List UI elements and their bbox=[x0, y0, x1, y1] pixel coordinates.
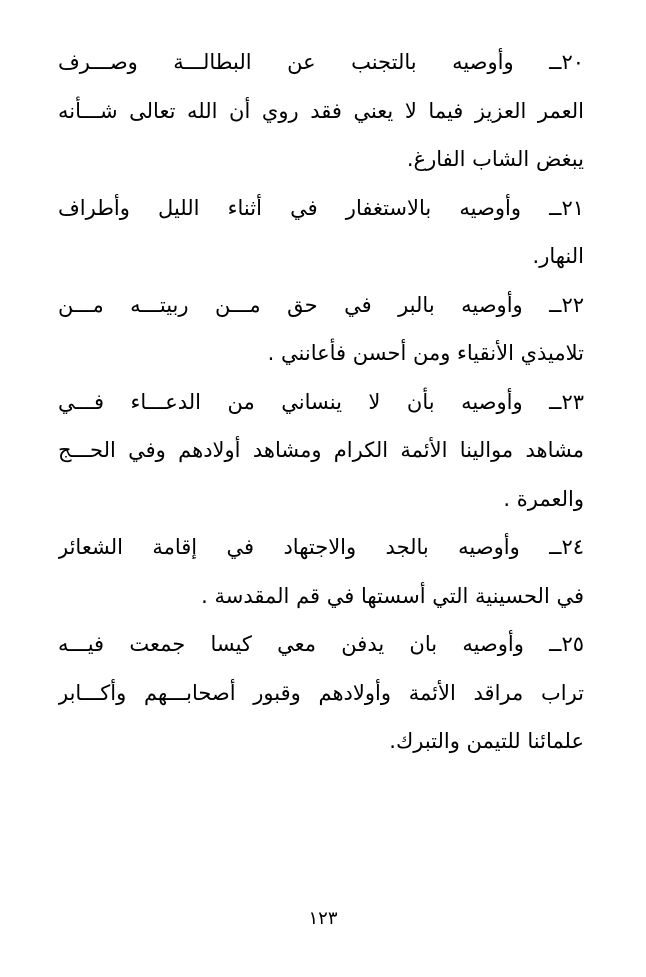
item-21-line-2: النهار. bbox=[532, 244, 584, 268]
page-number: ١٢٣ bbox=[308, 908, 338, 929]
item-20-line-1: ٢٠ــ وأوصيه بالتجنب عن البطالـــة وصـــرف bbox=[58, 50, 584, 74]
body-text bbox=[58, 38, 584, 766]
item-25-line-2: تراب مراقد الأئمة وأولادهم وقبور أصحابـــهم وأكـــابر bbox=[58, 680, 584, 705]
item-20-line-3: يبغض الشاب الفارغ. bbox=[406, 147, 584, 171]
item-23-line-2: مشاهد موالينا الأئمة الكرام ومشاهد أولادهم وفي الحـــج bbox=[58, 438, 584, 462]
item-21-line-1: ٢١ــ وأوصيه بالاستغفار في أثناء الليل وأطراف bbox=[58, 195, 584, 220]
item-22-line-2: تلاميذي الأنقياء ومن أحسن فأعانني . bbox=[267, 341, 584, 365]
item-23-line-3: والعمرة . bbox=[503, 486, 584, 511]
item-25-line-3: علمائنا للتيمن والتبرك. bbox=[389, 729, 584, 753]
item-24-line-2: في الحسينية التي أسستها في قم المقدسة . bbox=[201, 583, 584, 608]
item-25-line-1: ٢٥ــ وأوصيه بان يدفن معي كيسا جمعت فيـــه bbox=[58, 632, 584, 656]
item-22-line-1: ٢٢ــ وأوصيه بالبر في حق مـــن ربيتـــه مـــن bbox=[58, 292, 584, 317]
item-23-line-1: ٢٣ــ وأوصيه بأن لا ينساني من الدعـــاء فـــي bbox=[58, 389, 584, 414]
item-24-line-1: ٢٤ــ وأوصيه بالجد والاجتهاد في إقامة الشعائر bbox=[58, 535, 584, 559]
item-20-line-2: العمر العزيز فيما لا يعني فقد روي أن الله تعالى شـــأنه bbox=[58, 98, 584, 123]
